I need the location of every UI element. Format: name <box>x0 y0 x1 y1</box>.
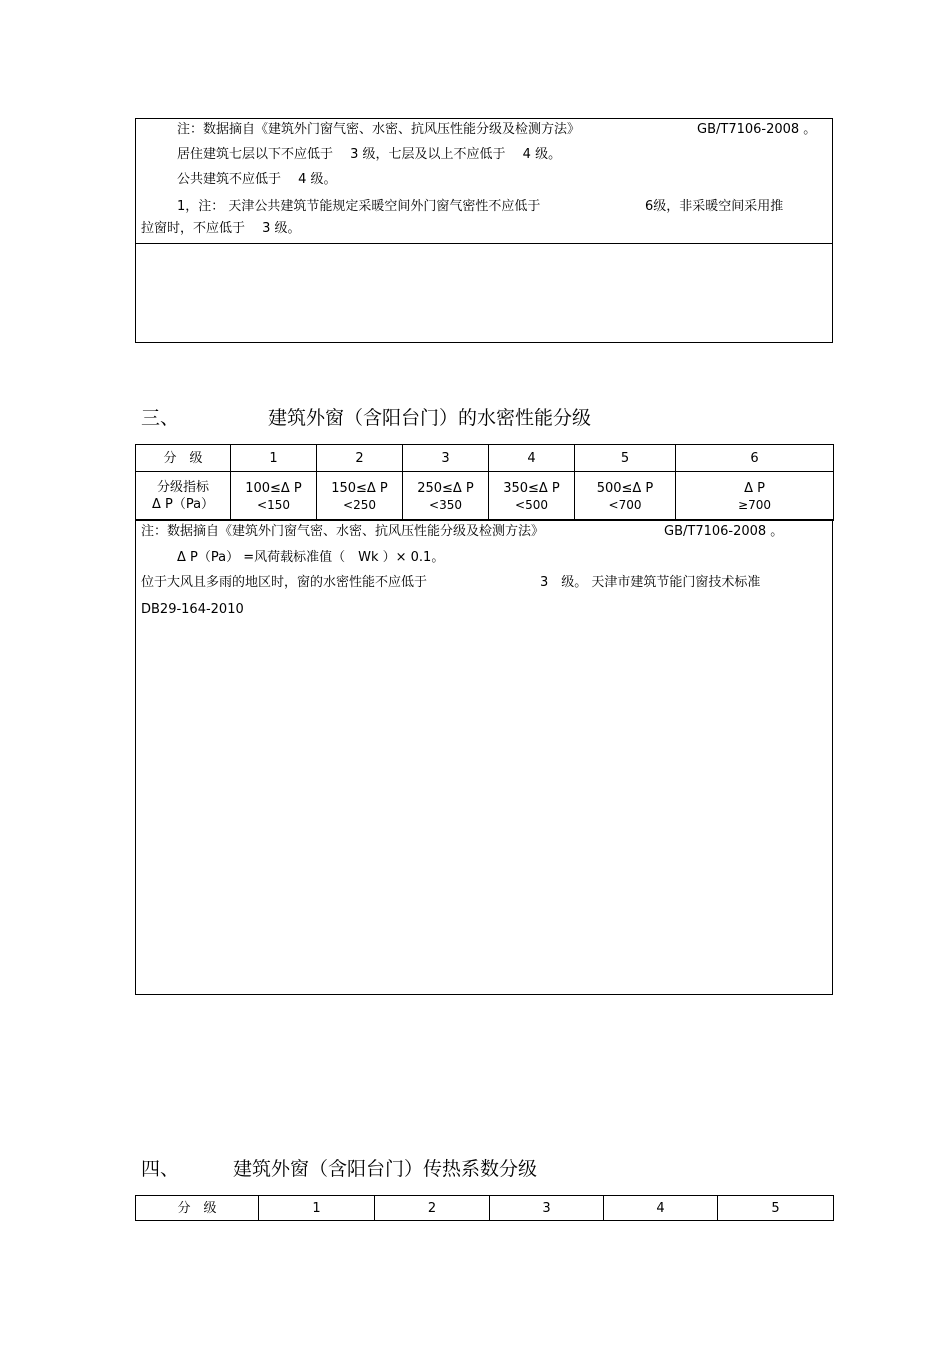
grade-1-range: 100≤Δ P <150 <box>231 472 317 521</box>
heat-transfer-table <box>135 1195 834 1221</box>
heat-header-grade-1: 1 <box>259 1196 375 1221</box>
water-note-windy-region-tail: 3 级。 天津市建筑节能门窗技术标准 <box>540 575 761 590</box>
heat-header-grade-3: 3 <box>490 1196 604 1221</box>
grade-4-range: 350≤Δ P <500 <box>489 472 575 521</box>
water-note-source-line: 注：数据摘自《建筑外门窗气密、水密、抗风压性能分级及检测方法》 <box>141 524 545 539</box>
note-residential-requirement: 居住建筑七层以下不应低于 3 级，七层及以上不应低于 4 级。 <box>177 147 562 162</box>
header-grade-5: 5 <box>575 445 676 472</box>
note-tianjin-requirement-tail: 6级，非采暖空间采用推 <box>645 199 784 214</box>
heat-header-grade-label: 分 级 <box>136 1196 259 1221</box>
heat-header-grade-5: 5 <box>718 1196 834 1221</box>
water-note-windy-region: 位于大风且多雨的地区时，窗的水密性能不应低于 <box>141 575 428 590</box>
grade-6-range: Δ P ≥700 <box>676 472 834 521</box>
water-note-standard-id: DB29-164-2010 <box>141 602 244 617</box>
note-source-line: 注：数据摘自《建筑外门窗气密、水密、抗风压性能分级及检测方法》 <box>177 122 581 137</box>
water-note-standard-code: GB/T7106-2008 。 <box>664 524 784 539</box>
header-grade-label: 分 级 <box>136 445 231 472</box>
header-grade-1: 1 <box>231 445 317 472</box>
note-public-requirement: 公共建筑不应低于 4 级。 <box>177 172 337 187</box>
heat-header-grade-2: 2 <box>375 1196 490 1221</box>
section-three-title: 建筑外窗（含阳台门）的水密性能分级 <box>268 407 592 429</box>
heat-header-grade-4: 4 <box>604 1196 718 1221</box>
header-grade-6: 6 <box>676 445 834 472</box>
header-grade-4: 4 <box>489 445 575 472</box>
table-index-row <box>136 472 834 521</box>
grade-3-range: 250≤Δ P <350 <box>403 472 489 521</box>
air-tightness-empty-box <box>135 243 833 343</box>
index-label-line1: 分级指标 <box>156 480 209 495</box>
section-four-number: 四、 <box>141 1158 180 1180</box>
heat-table-header-row <box>136 1196 834 1221</box>
water-note-formula: Δ P（Pa） =风荷载标准值（ Wk ）× 0.1。 <box>177 550 445 565</box>
header-grade-2: 2 <box>317 445 403 472</box>
index-label-line2: Δ P（Pa） <box>151 497 215 512</box>
grade-5-range: 500≤Δ P <700 <box>575 472 676 521</box>
header-grade-3: 3 <box>403 445 489 472</box>
table-header-row <box>136 445 834 472</box>
section-three-number: 三、 <box>141 407 180 429</box>
index-row-label <box>136 472 231 521</box>
grade-2-range: 150≤Δ P <250 <box>317 472 403 521</box>
section-four-title: 建筑外窗（含阳台门）传热系数分级 <box>233 1158 538 1180</box>
note-tianjin-requirement: 1，注： 天津公共建筑节能规定采暖空间外门窗气密性不应低于 <box>177 199 541 214</box>
water-tightness-table <box>135 444 834 521</box>
note-sliding-window: 拉窗时，不应低于 3 级。 <box>141 221 301 236</box>
note-standard-code: GB/T7106-2008 。 <box>697 122 817 137</box>
